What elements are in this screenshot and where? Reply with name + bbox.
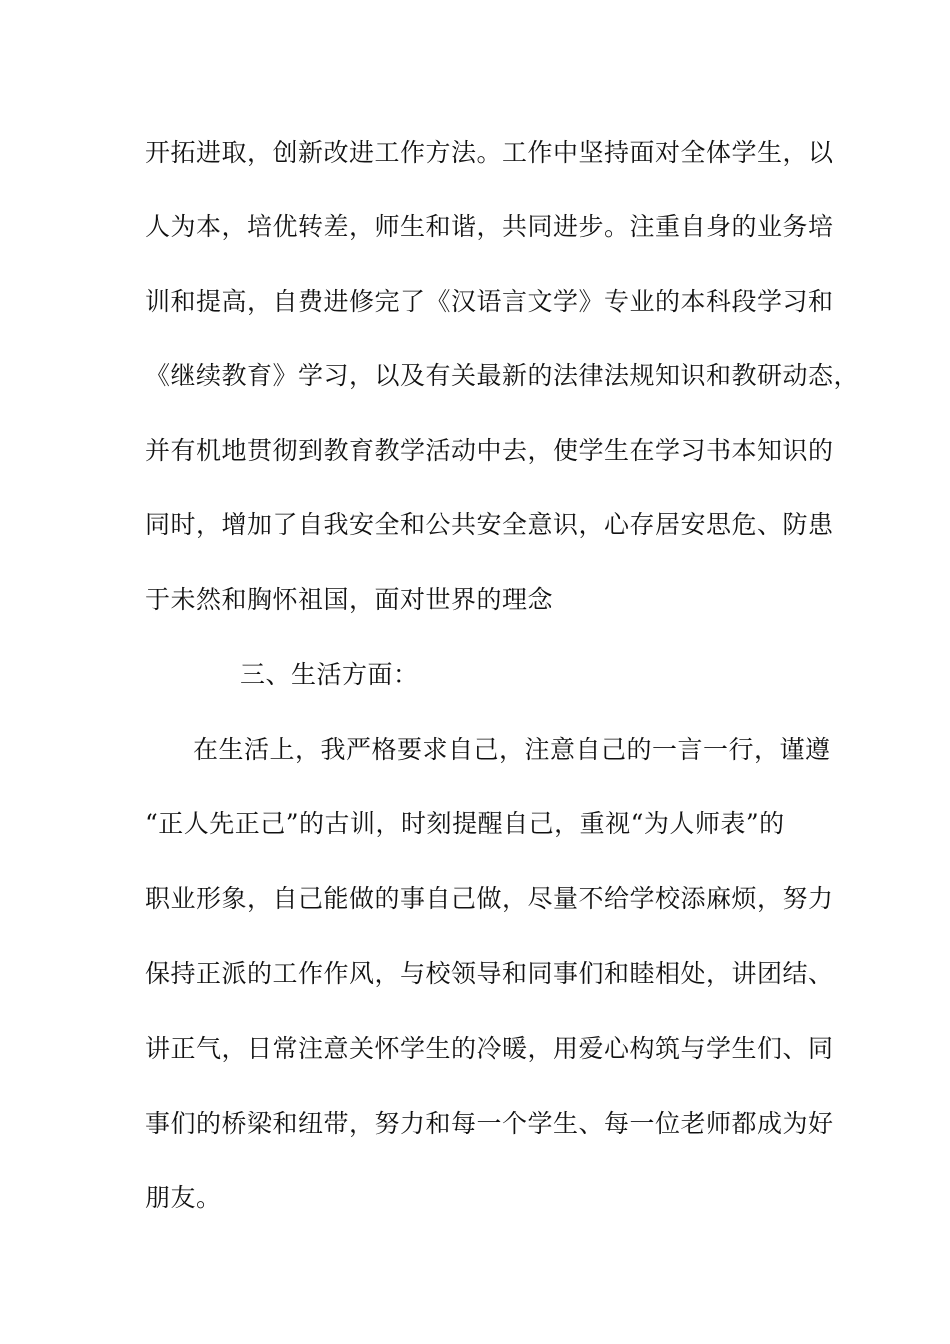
paragraph-line: 朋友。 [145,1183,222,1212]
paragraph-line: 人为本，培优转差，师生和谐，共同进步。注重自身的业务培 [145,212,834,241]
paragraph-line: 事们的桥梁和纽带，努力和每一个学生、每一位老师都成为好 [145,1109,834,1138]
paragraph-line: 于未然和胸怀祖国，面对世界的理念 [145,585,554,614]
paragraph-line: 保持正派的工作作风，与校领导和同事们和睦相处，讲团结、 [145,959,834,988]
paragraph-line: 《继续教育》学习，以及有关最新的法律法规知识和教研动态， [145,361,860,390]
paragraph-line: 开拓进取，创新改进工作方法。工作中坚持面对全体学生，以 [145,138,834,167]
paragraph-line: “正人先正己”的古训，时刻提醒自己，重视“为人师表”的 [145,809,785,838]
paragraph-line: 同时，增加了自我安全和公共安全意识，心存居安思危、防患 [145,510,834,539]
paragraph-line: 在生活上，我严格要求自己，注意自己的一言一行，谨遵 [193,735,831,764]
section-heading: 三、生活方面： [240,660,419,689]
paragraph-line: 训和提高，自费进修完了《汉语言文学》专业的本科段学习和 [145,287,834,316]
paragraph-line: 并有机地贯彻到教育教学活动中去，使学生在学习书本知识的 [145,436,834,465]
paragraph-line: 职业形象，自己能做的事自己做，尽量不给学校添麻烦，努力 [145,884,834,913]
paragraph-line: 讲正气，日常注意关怀学生的冷暖，用爱心构筑与学生们、同 [145,1034,834,1063]
